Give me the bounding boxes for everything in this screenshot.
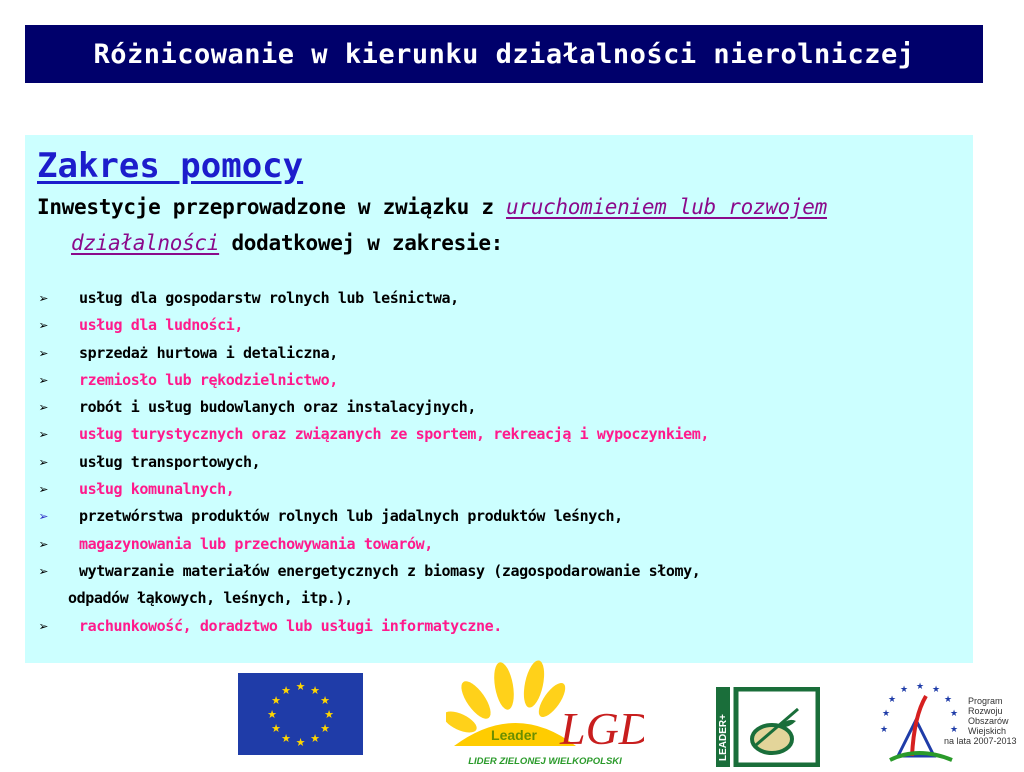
- svg-text:★: ★: [949, 725, 959, 735]
- arrow-bullet-icon: ➢: [39, 480, 49, 500]
- list-item: [37, 613, 961, 640]
- list-item-text: usług dla ludności,: [79, 316, 243, 335]
- svg-text:★: ★: [899, 685, 909, 695]
- list-item-text: sprzedaż hurtowa i detaliczna,: [79, 343, 338, 362]
- arrow-bullet-icon: ➢: [39, 534, 49, 554]
- arrow-bullet-icon: ➢: [39, 561, 49, 581]
- scope-list: [37, 285, 961, 640]
- list-item: [37, 531, 961, 558]
- list-item-text: rachunkowość, doradztwo lub usługi informatyczne.: [79, 616, 502, 635]
- lgd-caption: LIDER ZIELONEJ WIELKOPOLSKI: [468, 756, 622, 767]
- svg-text:★: ★: [949, 709, 959, 719]
- arrow-bullet-icon: ➢: [39, 343, 49, 363]
- arrow-bullet-icon: ➢: [39, 616, 49, 636]
- sun-icon: [446, 660, 644, 768]
- prow-line: Rozwoju: [968, 706, 1003, 716]
- list-item: [37, 421, 961, 448]
- arrow-bullet-icon: ➢: [39, 452, 49, 472]
- list-item-text: przetwórstwa produktów rolnych lub jadalnych produktów leśnych,: [79, 507, 623, 526]
- leader-text: Leader: [491, 727, 537, 743]
- svg-text:★: ★: [310, 684, 320, 697]
- svg-text:★: ★: [295, 736, 306, 749]
- intro-before: Inwestycje przeprowadzone w związku z: [37, 195, 507, 219]
- list-item: [37, 503, 961, 530]
- svg-text:★: ★: [320, 722, 330, 735]
- list-item: [37, 394, 961, 421]
- svg-text:★: ★: [320, 694, 330, 707]
- list-item-text: magazynowania lub przechowywania towarów,: [79, 534, 433, 553]
- list-item: [37, 340, 961, 367]
- arrow-bullet-icon: ➢: [39, 289, 49, 308]
- eu-flag-logo: [238, 673, 363, 755]
- svg-text:★: ★: [281, 732, 291, 745]
- list-item-text: wytwarzanie materiałów energetycznych z biomasy (zagospodarowanie słomy,: [79, 561, 701, 580]
- list-item-text: usług transportowych,: [79, 452, 261, 471]
- list-item-text: usług komunalnych,: [79, 480, 235, 499]
- list-item-text: usług dla gospodarstw rolnych lub leśnictwa,: [79, 289, 459, 307]
- lgd-logo: [446, 660, 644, 768]
- lgd-text: LGD: [559, 703, 644, 754]
- svg-text:★: ★: [943, 695, 953, 705]
- arrow-bullet-icon: ➢: [39, 425, 49, 445]
- svg-text:★: ★: [324, 708, 334, 721]
- arrow-bullet-icon: ➢: [39, 507, 49, 527]
- list-item: [37, 285, 961, 312]
- list-item: [37, 449, 961, 476]
- arrow-bullet-icon: ➢: [39, 370, 49, 390]
- prow-line: na lata 2007-2013: [944, 736, 1017, 746]
- prow-line: Wiejskich: [968, 726, 1007, 736]
- leader-plus-logo: [716, 687, 820, 767]
- intro-text: [37, 189, 961, 261]
- svg-text:★: ★: [281, 684, 291, 697]
- svg-text:★: ★: [879, 725, 889, 735]
- list-item: [37, 558, 961, 613]
- intro-after: dodatkowej w zakresie:: [219, 231, 504, 255]
- prow-line: Obszarów: [968, 716, 1009, 726]
- eu-stars-icon: [238, 673, 363, 755]
- list-item: [37, 476, 961, 503]
- svg-text:★: ★: [310, 732, 320, 745]
- arrow-bullet-icon: ➢: [39, 316, 49, 336]
- prow-text: [944, 696, 1017, 746]
- list-item-text: usług turystycznych oraz związanych ze sportem, rekreacją i wypoczynkiem,: [79, 425, 710, 444]
- svg-text:★: ★: [887, 695, 897, 705]
- svg-text:★: ★: [271, 694, 281, 707]
- list-item-text: robót i usług budowlanych oraz instalacyjnych,: [79, 398, 477, 417]
- svg-text:★: ★: [931, 685, 941, 695]
- leaf-icon: [716, 687, 820, 767]
- prow-emblem-icon: [868, 676, 968, 768]
- arrow-bullet-icon: ➢: [39, 398, 49, 418]
- slide-title: Różnicowanie w kierunku działalności nierolniczej: [93, 38, 915, 70]
- list-item-text: rzemiosło lub rękodzielnictwo,: [79, 370, 338, 389]
- title-bar: [25, 25, 983, 83]
- prow-line: Program: [968, 696, 1003, 706]
- intro-highlight: uruchomieniem lub rozwojem działalności: [71, 195, 827, 255]
- list-item: [37, 367, 961, 394]
- list-item: [37, 312, 961, 339]
- content-box: [25, 135, 973, 663]
- list-item-continuation: odpadów łąkowych, leśnych, itp.),: [68, 589, 353, 608]
- svg-text:★: ★: [881, 709, 891, 719]
- svg-text:★: ★: [267, 708, 277, 721]
- svg-text:★: ★: [271, 722, 281, 735]
- svg-text:★: ★: [915, 682, 925, 692]
- section-heading: Zakres pomocy: [37, 146, 304, 186]
- svg-text:★: ★: [295, 680, 306, 693]
- leader-plus-text: LEADER+: [718, 714, 729, 761]
